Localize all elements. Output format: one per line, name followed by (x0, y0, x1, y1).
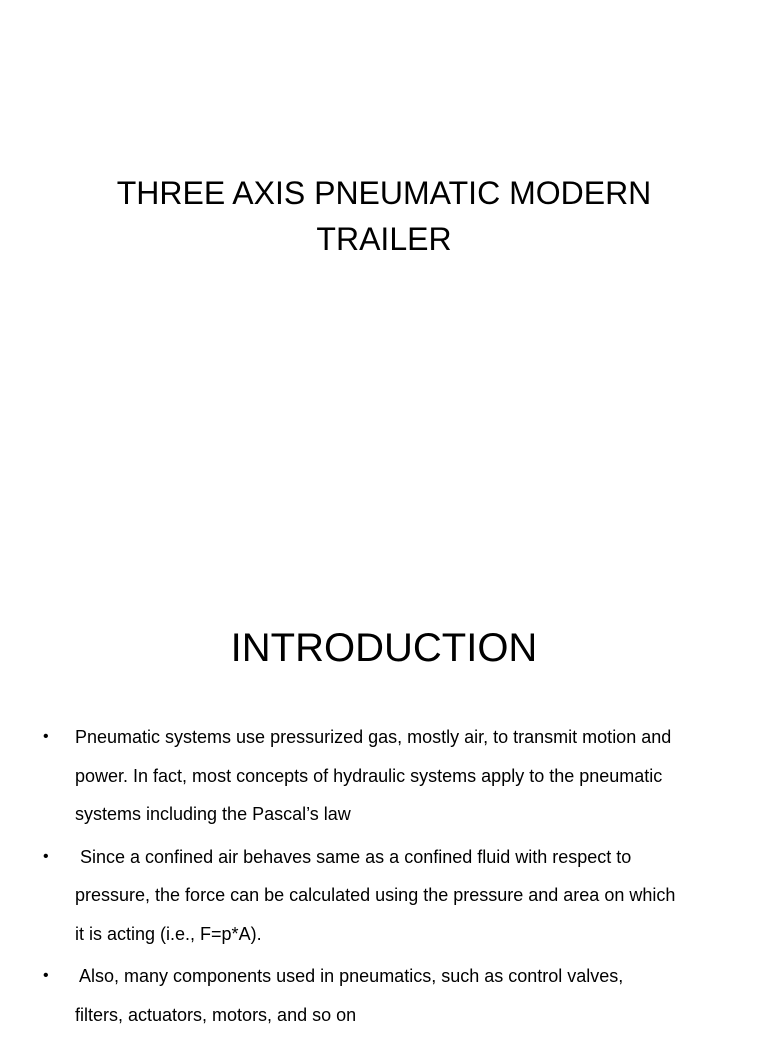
slide-title (90, 170, 678, 262)
bullet-line: power. In fact, most concepts of hydraulic systems apply to the pneumatic (75, 765, 663, 786)
slide-title-line-2: TRAILER (316, 221, 452, 257)
bullet-line: it is acting (i.e., F=p*A). (75, 923, 262, 944)
bullet-list (0, 718, 768, 1038)
bullet-dot-icon: • (43, 847, 49, 865)
section-heading: INTRODUCTION (230, 626, 538, 670)
bullet-line: Also, many components used in pneumatics, such as control valves, (75, 966, 624, 986)
bullet-line: Since a confined air behaves same as a confined fluid with respect to (75, 846, 632, 867)
bullet-item (0, 838, 768, 954)
bullet-item (0, 957, 768, 1034)
bullet-line: systems including the Pascal’s law (75, 804, 351, 824)
bullet-dot-icon: • (43, 967, 49, 984)
bullet-line: Pneumatic systems use pressurized gas, mostly air, to transmit motion and (75, 727, 672, 747)
bullet-line: filters, actuators, motors, and so on (75, 1004, 357, 1025)
bullet-line: pressure, the force can be calculated using the pressure and area on which (75, 885, 676, 905)
bullet-item (0, 718, 768, 834)
bullet-dot-icon: • (43, 728, 49, 745)
slide-title-line-1: THREE AXIS PNEUMATIC MODERN (116, 175, 652, 211)
